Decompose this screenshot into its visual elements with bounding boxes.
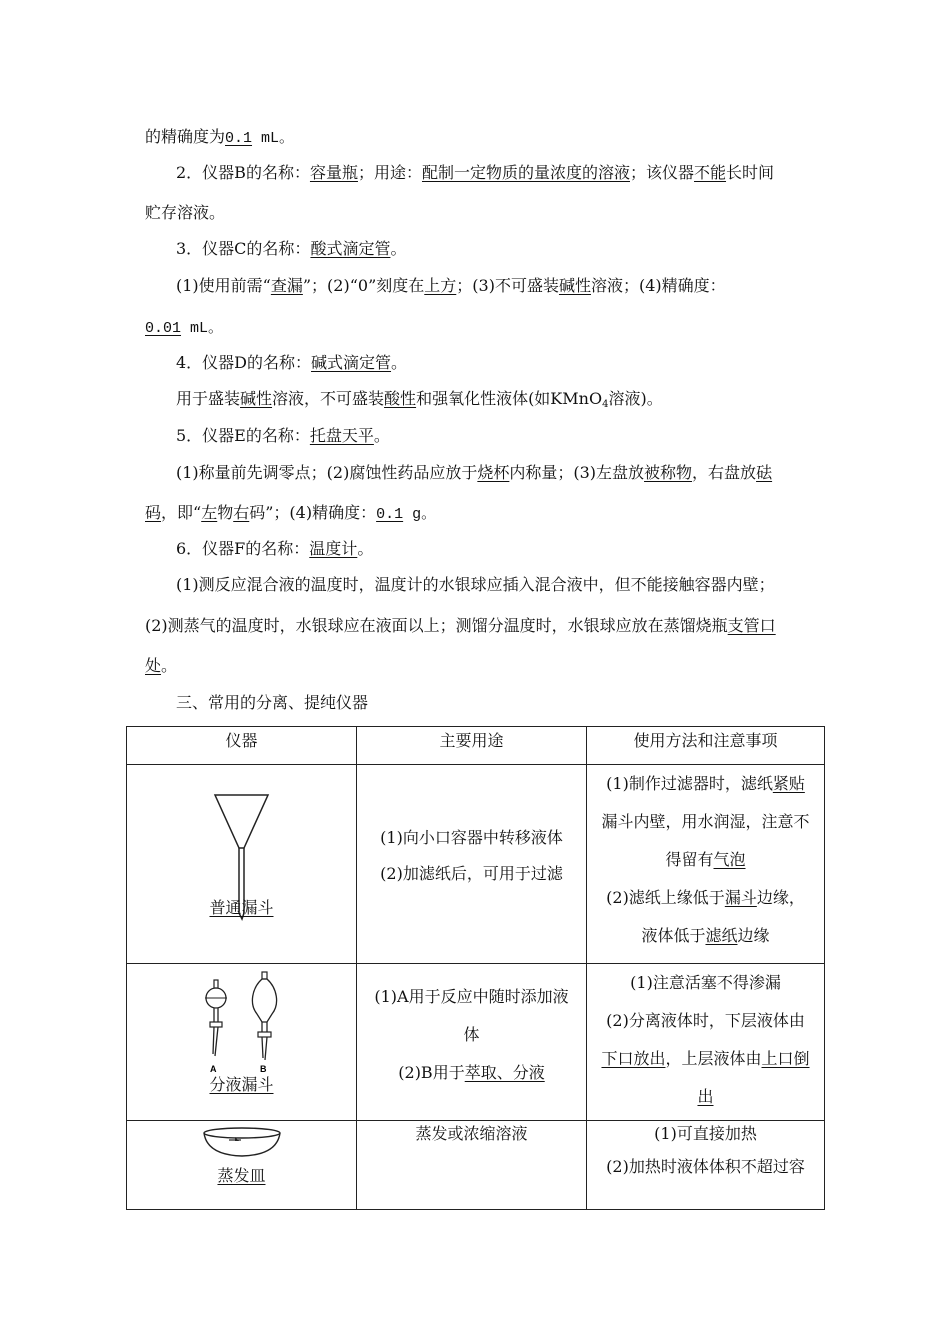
text: (2)测蒸气的温度时，水银球应在液面以上；测馏分温度时，水银球应放在蒸馏烧瓶 xyxy=(145,616,728,635)
table-row xyxy=(127,765,825,964)
notes-line xyxy=(587,765,824,803)
text: 5．仪器E的名称： xyxy=(176,426,310,445)
answer-blank: 0.1 xyxy=(225,130,253,147)
text: 。 xyxy=(390,239,407,258)
paragraph-precision-tail xyxy=(145,126,294,150)
paragraph-instrument-f-note2 xyxy=(145,615,776,637)
paragraph-instrument-f-note2-cont xyxy=(145,655,177,677)
paragraph-instrument-c-precision xyxy=(145,316,223,340)
header-usage-notes: 使用方法和注意事项 xyxy=(587,727,825,765)
use-line: (1)向小口容器中转移液体 xyxy=(380,828,563,847)
text: (1)称量前先调零点；(2)腐蚀性药品应放于 xyxy=(176,463,478,482)
text: (1)制作过滤器时，滤纸 xyxy=(606,774,773,793)
use-line: 体 xyxy=(463,1025,480,1044)
use-cell xyxy=(357,765,587,964)
answer-blank: 酸式滴定管 xyxy=(310,239,391,258)
answer-blank: 漏斗 xyxy=(724,888,757,907)
text: 的精确度为 xyxy=(145,127,226,146)
notes-line xyxy=(587,1040,824,1078)
text: ，上层液体由 xyxy=(665,1049,762,1068)
notes-line: 出 xyxy=(697,1087,714,1106)
text: 边缘 xyxy=(737,926,770,945)
answer-blank: 上口倒 xyxy=(761,1049,810,1068)
table-row xyxy=(127,1121,825,1210)
text: ”；(2)“0”刻度在 xyxy=(302,276,425,295)
text: 溶液；(4)精确度： xyxy=(590,276,726,295)
text: (2)滤纸上缘低于 xyxy=(606,888,725,907)
paragraph-instrument-b-cont: 贮存溶液。 xyxy=(145,203,226,222)
text: 。 xyxy=(391,353,408,372)
answer-blank: 码 xyxy=(145,503,162,522)
instrument-name: 分液漏斗 xyxy=(209,1075,274,1094)
text: 长时间 xyxy=(726,163,775,182)
text: 。 xyxy=(373,426,390,445)
answer-blank: 左 xyxy=(201,503,218,522)
answer-blank: 容量瓶 xyxy=(309,163,358,182)
answer-blank: 碱性 xyxy=(240,389,273,408)
answer-blank: 处 xyxy=(145,656,162,675)
answer-blank: 气泡 xyxy=(713,850,746,869)
header-main-use: 主要用途 xyxy=(357,727,587,765)
text: 边缘， xyxy=(756,888,805,907)
use-cell: 蒸发或浓缩溶液 xyxy=(357,1121,587,1210)
notes-line: (2)分离液体时，下层液体由 xyxy=(606,1011,805,1030)
use-line: (1)A用于反应中随时添加液 xyxy=(374,987,569,1006)
paragraph-instrument-d-usage xyxy=(176,388,663,416)
notes-line: (2)加热时液体体积不超过容 xyxy=(606,1157,805,1176)
use-line: (2)加滤纸后，可用于过滤 xyxy=(380,864,563,883)
text: ，右盘放 xyxy=(692,463,757,482)
notes-line xyxy=(587,879,824,917)
header-instrument: 仪器 xyxy=(127,727,357,765)
text: 溶液，不可盛装 xyxy=(272,389,385,408)
answer-blank: 查漏 xyxy=(270,276,303,295)
answer-blank: 烧杯 xyxy=(477,463,510,482)
text: 3．仪器C的名称： xyxy=(176,239,311,258)
answer-blank: 紧贴 xyxy=(772,774,805,793)
text: 物 xyxy=(217,503,234,522)
notes-line xyxy=(587,841,824,879)
answer-blank: 0.1 xyxy=(376,506,404,523)
text: 溶液)。 xyxy=(608,389,663,408)
answer-blank: 0.01 xyxy=(145,320,182,337)
notes-line xyxy=(587,917,824,955)
text: 用于盛装 xyxy=(176,389,241,408)
text: 液体低于 xyxy=(641,926,706,945)
text: mL。 xyxy=(252,130,295,147)
notes-line: (1)注意活塞不得渗漏 xyxy=(630,973,781,992)
text: mL。 xyxy=(181,320,224,337)
text: 和强氧化性液体(如KMnO xyxy=(416,389,603,408)
answer-blank: 不能 xyxy=(694,163,727,182)
table-header-row xyxy=(127,727,825,765)
notes-line: (1)可直接加热 xyxy=(654,1124,757,1143)
notes-cell xyxy=(587,964,825,1121)
instrument-name: 普通漏斗 xyxy=(209,898,274,917)
answer-blank: 上方 xyxy=(424,276,457,295)
text: 得留有 xyxy=(665,850,714,869)
answer-blank: 下口放出 xyxy=(601,1049,666,1068)
text: 4．仪器D的名称： xyxy=(176,353,312,372)
paragraph-instrument-e xyxy=(176,425,390,447)
answer-blank: 配制一定物质的量浓度的溶液 xyxy=(421,163,630,182)
instrument-cell xyxy=(127,765,357,964)
label-a: A xyxy=(210,1064,217,1074)
notes-line: 漏斗内壁，用水润湿，注意不 xyxy=(601,812,810,831)
section-heading: 三、常用的分离、提纯仪器 xyxy=(176,693,369,712)
text: ；(3)不可盛装 xyxy=(456,276,559,295)
text: ，即“ xyxy=(161,503,202,522)
answer-blank: 温度计 xyxy=(309,539,358,558)
answer-blank: 碱性 xyxy=(558,276,591,295)
notes-cell xyxy=(587,1121,825,1210)
paragraph-instrument-f-note1: (1)测反应混合液的温度时，温度计的水银球应插入混合液中，但不能接触容器内壁； xyxy=(176,575,775,594)
answer-blank: 酸性 xyxy=(384,389,417,408)
text: (2)B用于 xyxy=(398,1063,465,1082)
instrument-cell xyxy=(127,964,357,1121)
paragraph-instrument-e-notes xyxy=(176,462,772,484)
evaporating-dish-icon xyxy=(127,1125,357,1165)
paragraph-instrument-d xyxy=(176,352,407,374)
paragraph-instrument-b xyxy=(176,162,774,184)
paragraph-instrument-c xyxy=(176,238,406,260)
text: ；用途： xyxy=(357,163,422,182)
text: 2．仪器B的名称： xyxy=(176,163,310,182)
answer-blank: 支管口 xyxy=(727,616,776,635)
answer-blank: 被称物 xyxy=(644,463,693,482)
text: g。 xyxy=(403,506,437,523)
label-b: B xyxy=(260,1064,267,1074)
use-line xyxy=(357,1062,586,1084)
text: 。 xyxy=(161,656,178,675)
answer-blank: 碱式滴定管 xyxy=(311,353,392,372)
use-cell xyxy=(357,964,587,1121)
answer-blank: 托盘天平 xyxy=(309,426,374,445)
separation-instruments-table xyxy=(126,726,825,1210)
text: (1)使用前需“ xyxy=(176,276,271,295)
paragraph-instrument-c-notes xyxy=(176,275,726,297)
text: 。 xyxy=(357,539,374,558)
instrument-name: 蒸发皿 xyxy=(217,1166,266,1185)
paragraph-instrument-e-notes-cont xyxy=(145,502,436,526)
text: 码”；(4)精确度： xyxy=(249,503,377,522)
paragraph-instrument-f xyxy=(176,538,373,560)
answer-blank: 右 xyxy=(233,503,250,522)
answer-blank: 砝 xyxy=(756,463,773,482)
separatory-funnel-icon xyxy=(127,970,357,1080)
instrument-cell xyxy=(127,1121,357,1210)
notes-cell xyxy=(587,765,825,964)
answer-blank: 滤纸 xyxy=(705,926,738,945)
subscript: 4 xyxy=(602,399,609,410)
text: ；该仪器 xyxy=(630,163,695,182)
text: 内称量；(3)左盘放 xyxy=(509,463,645,482)
table-row xyxy=(127,964,825,1121)
text: 6．仪器F的名称： xyxy=(176,539,310,558)
answer-blank: 萃取、分液 xyxy=(464,1063,545,1082)
